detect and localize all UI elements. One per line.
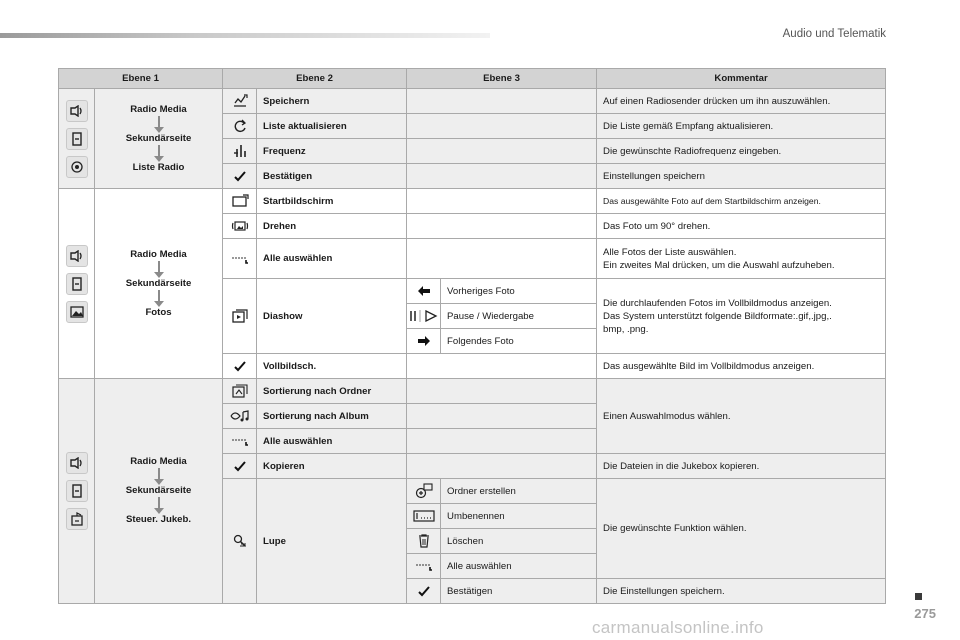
album-sort-icon[interactable]: [223, 404, 257, 429]
label-sortierung-album: Sortierung nach Album: [257, 404, 407, 429]
magnifier-icon[interactable]: [223, 479, 257, 604]
comment-line: Die durchlaufenden Fotos im Vollbildmodus anzeigen.: [603, 297, 832, 309]
label-speichern: Speichern: [257, 89, 407, 114]
photos-icon[interactable]: [66, 301, 88, 323]
home-screen-icon[interactable]: [223, 189, 257, 214]
check-icon[interactable]: [407, 579, 441, 604]
comment-vollbildsch: Das ausgewählte Bild im Vollbildmodus anzeigen.: [597, 354, 886, 379]
label-alle-auswaehlen-lupe: Alle auswählen: [441, 554, 597, 579]
check-icon[interactable]: [223, 164, 257, 189]
group3-nav: [95, 379, 223, 604]
label-pause-wiedergabe: Pause / Wiedergabe: [441, 304, 597, 329]
radio-media-icon[interactable]: [66, 245, 88, 267]
comment-startbildschirm: Das ausgewählte Foto auf dem Startbildschirm anzeigen.: [597, 189, 886, 214]
folder-sort-icon[interactable]: [223, 379, 257, 404]
label-alle-auswaehlen: Alle auswählen: [257, 239, 407, 279]
section-title: Audio und Telematik: [782, 28, 886, 40]
jukebox-icon[interactable]: [66, 508, 88, 530]
secondary-page-icon[interactable]: [66, 273, 88, 295]
comment-sortierung: Einen Auswahlmodus wählen.: [597, 379, 886, 454]
comment-alle-auswaehlen: [597, 239, 886, 279]
down-arrow-icon: [154, 116, 164, 133]
rename-icon[interactable]: [407, 504, 441, 529]
nav-secondary-page: Sekundärseite: [125, 277, 192, 289]
play-pause-icon[interactable]: [407, 304, 441, 329]
table-row: [59, 379, 886, 404]
label-loeschen: Löschen: [441, 529, 597, 554]
comment-line: Ein zweites Mal drücken, um die Auswahl aufzuheben.: [603, 259, 835, 271]
header-gradient-bar: [0, 33, 490, 38]
nav-radio-media: Radio Media: [130, 103, 187, 115]
page-marker: [915, 593, 922, 600]
slideshow-icon[interactable]: [223, 279, 257, 354]
label-folgendes-foto: Folgendes Foto: [441, 329, 597, 354]
table-header-row: [59, 69, 886, 89]
page-number: 275: [914, 606, 936, 621]
watermark: carmanualsonline.info: [592, 618, 764, 637]
label-diashow: Diashow: [257, 279, 407, 354]
comment-lupe: Die gewünschte Funktion wählen.: [597, 479, 886, 579]
comment-line: Alle Fotos der Liste auswählen.: [603, 246, 737, 258]
previous-icon[interactable]: [407, 279, 441, 304]
down-arrow-icon: [154, 497, 164, 514]
label-vollbildsch: Vollbildsch.: [257, 354, 407, 379]
comment-line: bmp, .png.: [603, 323, 649, 335]
save-icon[interactable]: [223, 89, 257, 114]
nav-radio-media: Radio Media: [130, 456, 187, 467]
comment-kopieren: Die Dateien in die Jukebox kopieren.: [597, 454, 886, 479]
radio-media-icon[interactable]: [66, 100, 88, 122]
select-all-icon[interactable]: [407, 554, 441, 579]
down-arrow-icon: [154, 145, 164, 162]
group2-nav: [95, 189, 223, 379]
table-row: [59, 89, 886, 114]
comment-drehen: Das Foto um 90° drehen.: [597, 214, 886, 239]
select-all-icon[interactable]: [223, 429, 257, 454]
check-icon[interactable]: [223, 454, 257, 479]
next-icon[interactable]: [407, 329, 441, 354]
frequency-icon[interactable]: [223, 139, 257, 164]
comment-diashow: [597, 279, 886, 354]
label-bestaetigen-lupe: Bestätigen: [441, 579, 597, 604]
col-header-kommentar: Kommentar: [597, 69, 886, 89]
group3-left-icons: [59, 379, 95, 604]
delete-icon[interactable]: [407, 529, 441, 554]
down-arrow-icon: [154, 468, 164, 485]
group1-nav: [95, 89, 223, 189]
label-alle-auswaehlen-jukebox: Alle auswählen: [257, 429, 407, 454]
nav-secondary-page: Sekundärseite: [125, 485, 192, 496]
label-drehen: Drehen: [257, 214, 407, 239]
label-umbenennen: Umbenennen: [441, 504, 597, 529]
label-vorheriges-foto: Vorheriges Foto: [441, 279, 597, 304]
label-sortierung-ordner: Sortierung nach Ordner: [257, 379, 407, 404]
nav-jukebox-control: Steuer. Jukeb.: [125, 514, 192, 525]
table-row: [59, 189, 886, 214]
radio-list-icon[interactable]: [66, 156, 88, 178]
select-all-icon[interactable]: [223, 239, 257, 279]
nav-secondary-page: Sekundärseite: [125, 132, 192, 144]
nav-radio-media: Radio Media: [130, 248, 187, 260]
label-bestaetigen: Bestätigen: [257, 164, 407, 189]
comment-line: Das System unterstützt folgende Bildformate:.gif,.jpg,.: [603, 310, 832, 322]
label-startbildschirm: Startbildschirm: [257, 189, 407, 214]
refresh-icon[interactable]: [223, 114, 257, 139]
create-folder-icon[interactable]: [407, 479, 441, 504]
col-header-ebene1: Ebene 1: [59, 69, 223, 89]
col-header-ebene3: Ebene 3: [407, 69, 597, 89]
rotate-icon[interactable]: [223, 214, 257, 239]
nav-photos: Fotos: [145, 306, 172, 318]
group1-left-icons: [59, 89, 95, 189]
label-lupe: Lupe: [257, 479, 407, 604]
menu-table: [58, 68, 886, 604]
comment-liste-aktualisieren: Die Liste gemäß Empfang aktualisieren.: [597, 114, 886, 139]
label-ordner-erstellen: Ordner erstellen: [441, 479, 597, 504]
label-kopieren: Kopieren: [257, 454, 407, 479]
label-frequenz: Frequenz: [257, 139, 407, 164]
group2-left-icons: [59, 189, 95, 379]
comment-frequenz: Die gewünschte Radiofrequenz eingeben.: [597, 139, 886, 164]
nav-radio-list: Liste Radio: [132, 161, 185, 173]
comment-einstellungen-speichern: Die Einstellungen speichern.: [597, 579, 886, 604]
radio-media-icon[interactable]: [66, 452, 88, 474]
down-arrow-icon: [154, 261, 164, 278]
check-icon[interactable]: [223, 354, 257, 379]
comment-speichern: Auf einen Radiosender drücken um ihn auszuwählen.: [597, 89, 886, 114]
secondary-page-icon[interactable]: [66, 128, 88, 150]
down-arrow-icon: [154, 290, 164, 307]
secondary-page-icon[interactable]: [66, 480, 88, 502]
col-header-ebene2: Ebene 2: [223, 69, 407, 89]
comment-bestaetigen: Einstellungen speichern: [597, 164, 886, 189]
label-liste-aktualisieren: Liste aktualisieren: [257, 114, 407, 139]
